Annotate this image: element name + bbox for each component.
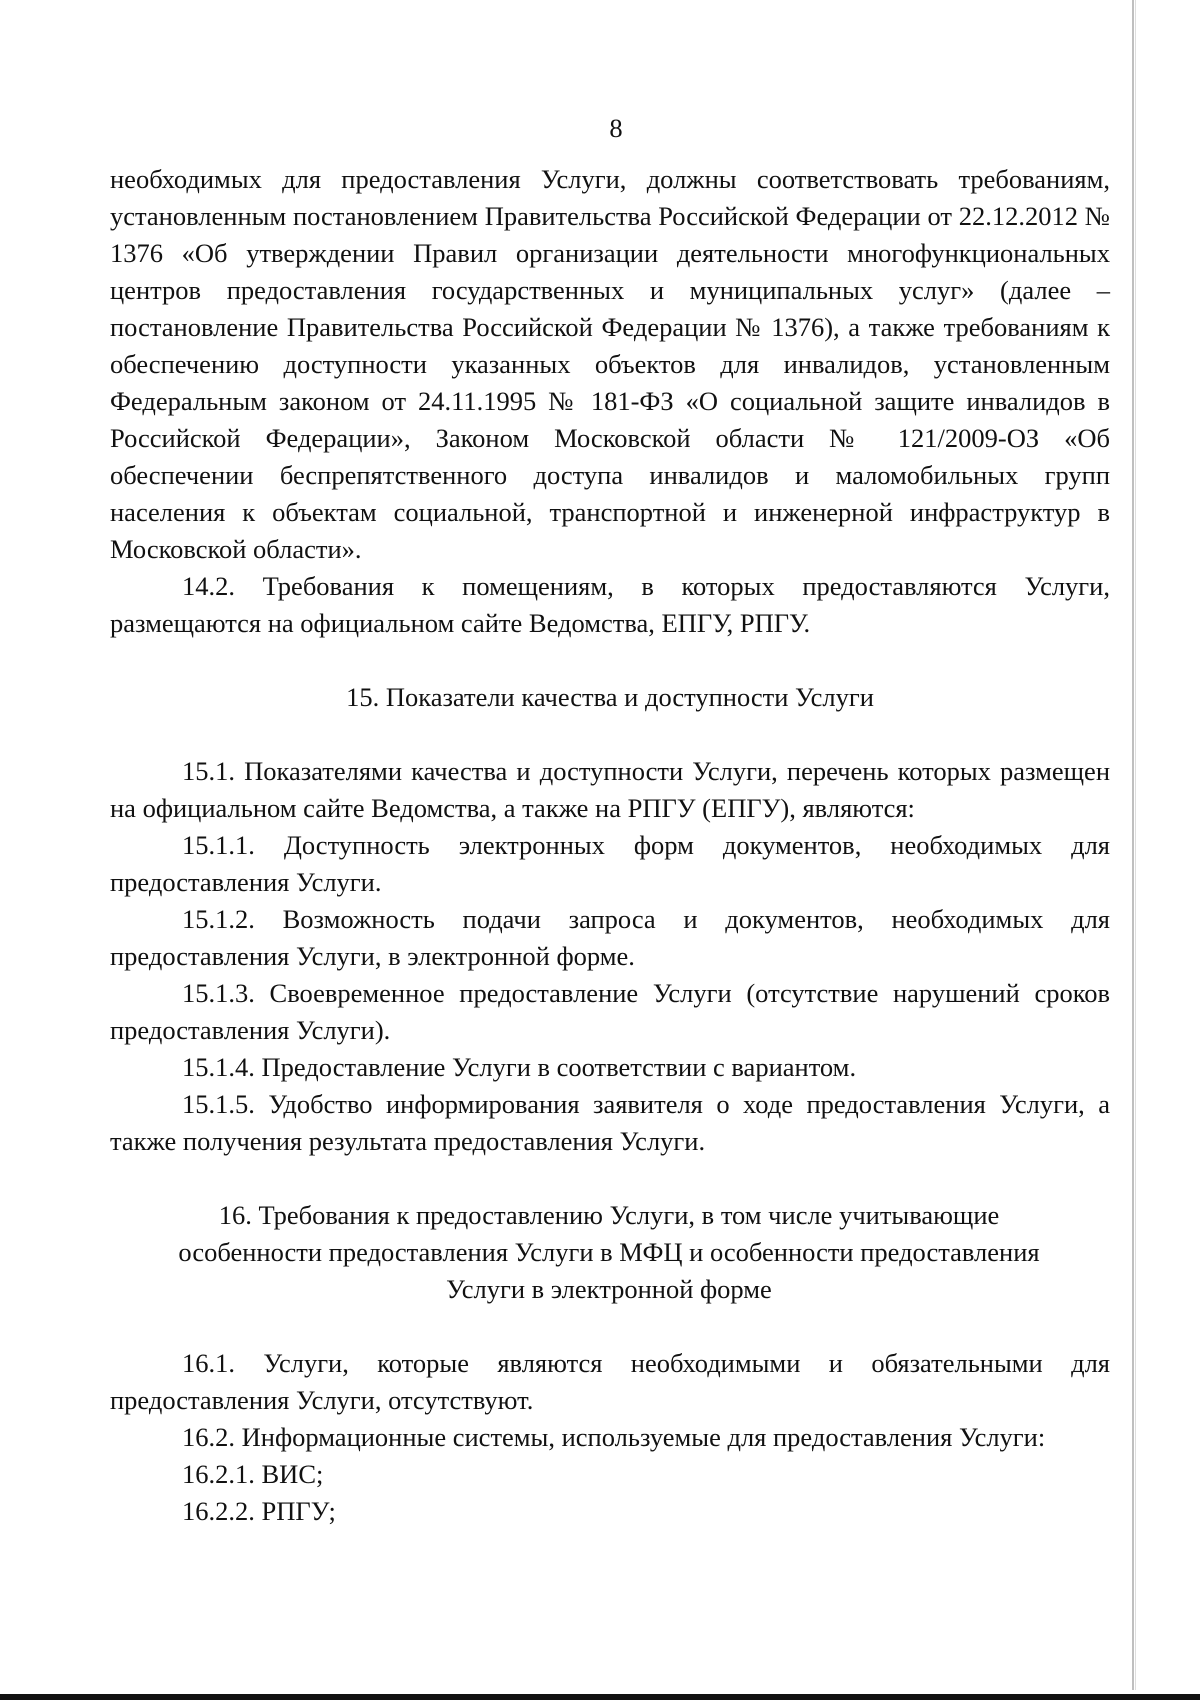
paragraph-15-1: 15.1. Показателями качества и доступности Услуги, перечень которых размещен на официальном сайте Ведомства, а также на РПГУ (ЕПГУ), являются: (110, 756, 1110, 823)
document-page (110, 110, 1110, 1530)
section-16-heading-line: Услуги в электронной форме (446, 1274, 772, 1304)
section-16-heading (110, 1197, 1110, 1308)
scan-edge-bottom (0, 1694, 1200, 1700)
paragraph-15-1-2: 15.1.2. Возможность подачи запроса и документов, необходимых для предоставления Услуги, в электронной форме. (110, 904, 1110, 971)
paragraph-14-2: 14.2. Требования к помещениям, в которых предоставляются Услуги, размещаются на официальном сайте Ведомства, ЕПГУ, РПГУ. (110, 571, 1110, 638)
page-number: 8 (609, 113, 623, 143)
paragraph-15-1-5: 15.1.5. Удобство информирования заявителя о ходе предоставления Услуги, а также получения результата предоставления Услуги. (110, 1089, 1110, 1156)
section-16-heading-line: особенности предоставления Услуги в МФЦ и особенности предоставления (178, 1237, 1040, 1267)
section-16-heading-line: 16. Требования к предоставлению Услуги, в том числе учитывающие (218, 1200, 1000, 1230)
paragraph-16-2: 16.2. Информационные системы, используемые для предоставления Услуги: (182, 1422, 1046, 1452)
scan-edge-right-shadow (1135, 0, 1136, 1690)
paragraph-16-1: 16.1. Услуги, которые являются необходимыми и обязательными для предоставления Услуги, отсутствуют. (110, 1348, 1110, 1415)
list-item-16-2-1: 16.2.1. ВИС; (182, 1459, 324, 1489)
section-15-heading: 15. Показатели качества и доступности Услуги (346, 682, 874, 712)
paragraph-15-1-4: 15.1.4. Предоставление Услуги в соответствии с вариантом. (182, 1052, 857, 1082)
paragraph-15-1-3: 15.1.3. Своевременное предоставление Услуги (отсутствие нарушений сроков предоставления Услуги). (110, 978, 1110, 1045)
paragraph-15-1-1: 15.1.1. Доступность электронных форм документов, необходимых для предоставления Услуги. (110, 830, 1110, 897)
list-item-16-2-2: 16.2.2. РПГУ; (182, 1496, 336, 1526)
scan-edge-right (1132, 0, 1134, 1690)
paragraph-continuation: необходимых для предоставления Услуги, должны соответствовать требованиям, установленным постановлением Правительства Российской Федерации от 22.12.2012 № 1376 «Об утверждении Правил организации деятельности многофункциональных центров предоставления государственных и муниципальных услуг» (далее – постановление Правительства Российской Федерации № 1376), а также требованиям к обеспечению доступности указанных объектов для инвалидов, установленным Федеральным законом от 24.11.1995 № 181-ФЗ «О социальной защите инвалидов в Российской Федерации», Законом Московской области № 121/2009-ОЗ «Об обеспечении беспрепятственного доступа инвалидов и маломобильных групп населения к объектам социальной, транспортной и инженерной инфраструктур в Московской области». (110, 164, 1110, 564)
